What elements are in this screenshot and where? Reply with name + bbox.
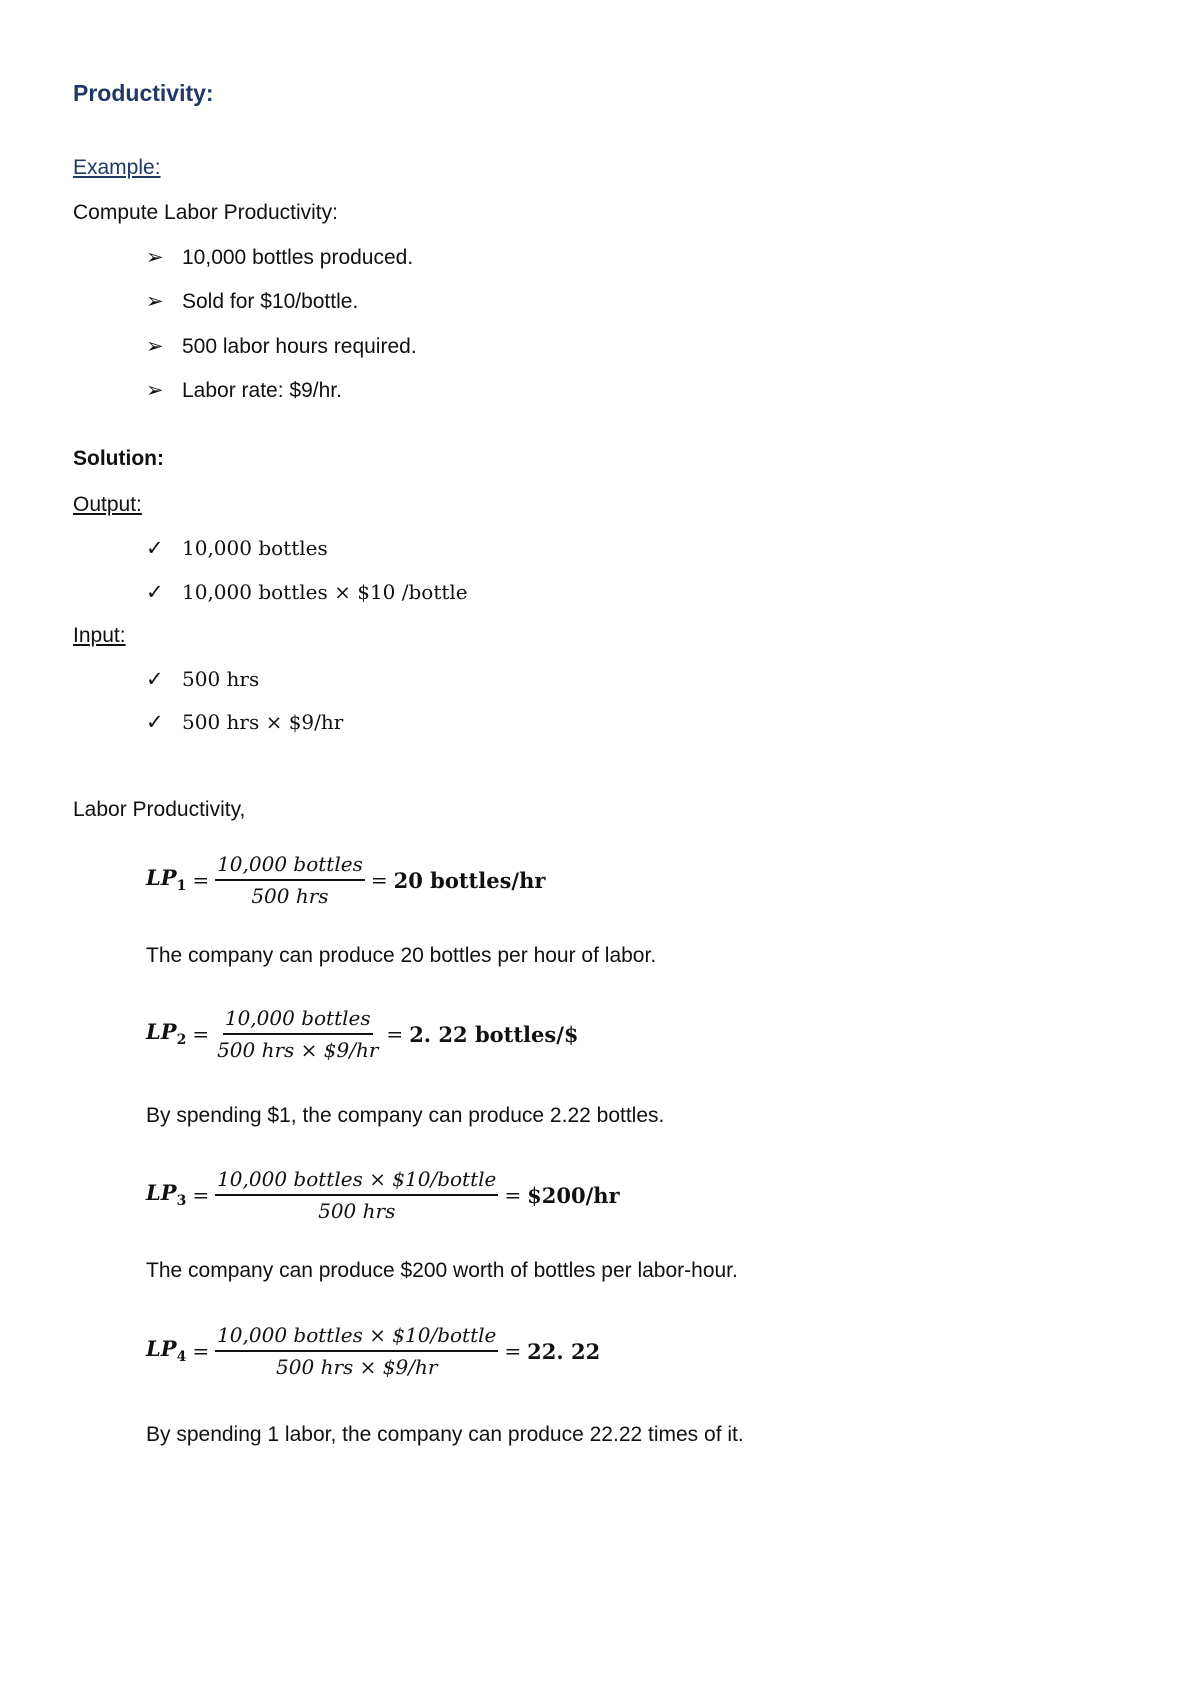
list-item: [146, 378, 342, 403]
fraction-denominator: 500 hrs × $9/hr: [217, 1038, 379, 1062]
given-item: 500 labor hours required.: [182, 335, 417, 358]
list-item: [146, 580, 468, 605]
equation-note: The company can produce 20 bottles per hour of labor.: [146, 944, 657, 967]
input-item: 500 hrs: [182, 667, 260, 691]
fraction-numerator: 10,000 bottles: [215, 852, 365, 881]
equation-lp3: $LP_3$ = $\frac{\text{10,000 bottles × \$10/bottle}}{\text{500 hrs}}$ = $200/hr: [146, 1167, 620, 1223]
equation-lhs: $LP_2$: [146, 1019, 187, 1049]
fraction-denominator: 500 hrs: [251, 884, 329, 908]
fraction-denominator: 500 hrs × $9/hr: [276, 1355, 438, 1379]
equation-result: 22. 22: [527, 1338, 601, 1364]
fraction: [215, 852, 365, 908]
input-heading: Input:: [73, 624, 126, 647]
example-heading: Example:: [73, 156, 161, 179]
fraction-numerator: 10,000 bottles × $10/bottle: [215, 1323, 498, 1352]
given-item: Sold for $10/bottle.: [182, 290, 359, 313]
check-icon: ✓: [146, 711, 164, 734]
check-icon: ✓: [146, 668, 164, 691]
list-item: [146, 536, 328, 561]
equation-lp4: $LP_4$ = $\frac{\text{10,000 bottles × \$10/bottle}}{\text{500 hrs × \$9/hr}}$ = 22. 22: [146, 1323, 601, 1379]
fraction: [215, 1006, 380, 1062]
output-item: 10,000 bottles: [182, 536, 328, 560]
fraction: [215, 1167, 498, 1223]
equation-lhs: $LP_1$: [146, 865, 187, 895]
input-item: 500 hrs × $9/hr: [182, 710, 344, 734]
page-title: Productivity:: [73, 80, 214, 106]
given-item: Labor rate: $9/hr.: [182, 379, 342, 402]
fraction-numerator: 10,000 bottles × $10/bottle: [215, 1167, 498, 1196]
list-item: [146, 245, 413, 270]
list-item: [146, 667, 259, 692]
equation-result: 2. 22 bottles/$: [409, 1021, 579, 1047]
list-item: [146, 334, 417, 359]
arrow-bullet-icon: ➢: [146, 379, 164, 402]
equation-lp2: $LP_2$ = $\frac{\text{10,000 bottles}}{\text{500 hrs × \$9/hr}}$ = 2. 22 bottles/$: [146, 1006, 579, 1062]
arrow-bullet-icon: ➢: [146, 246, 164, 269]
equation-note: By spending 1 labor, the company can produce 22.22 times of it.: [146, 1423, 744, 1446]
equation-lhs: $LP_3$: [146, 1180, 187, 1210]
list-item: [146, 289, 358, 314]
output-item: 10,000 bottles × $10 /bottle: [182, 580, 468, 604]
fraction: [215, 1323, 498, 1379]
check-icon: ✓: [146, 581, 164, 604]
arrow-bullet-icon: ➢: [146, 335, 164, 358]
equation-result: $200/hr: [527, 1182, 620, 1208]
output-heading: Output:: [73, 493, 142, 516]
fraction-numerator: 10,000 bottles: [223, 1006, 373, 1035]
equation-result: 20 bottles/hr: [393, 867, 546, 893]
equation-note: By spending $1, the company can produce 2.22 bottles.: [146, 1104, 665, 1127]
given-item: 10,000 bottles produced.: [182, 246, 414, 269]
solution-heading: Solution:: [73, 447, 164, 470]
check-icon: ✓: [146, 537, 164, 560]
task-text: Compute Labor Productivity:: [73, 201, 338, 224]
equation-lp1: $LP_1$ = $\frac{\text{10,000 bottles}}{\text{500 hrs}}$ = 20 bottles/hr: [146, 852, 546, 908]
lp-heading: Labor Productivity,: [73, 798, 246, 821]
equation-note: The company can produce $200 worth of bottles per labor-hour.: [146, 1259, 738, 1282]
equation-lhs: $LP_4$: [146, 1336, 187, 1366]
arrow-bullet-icon: ➢: [146, 290, 164, 313]
list-item: [146, 710, 343, 735]
fraction-denominator: 500 hrs: [318, 1199, 396, 1223]
